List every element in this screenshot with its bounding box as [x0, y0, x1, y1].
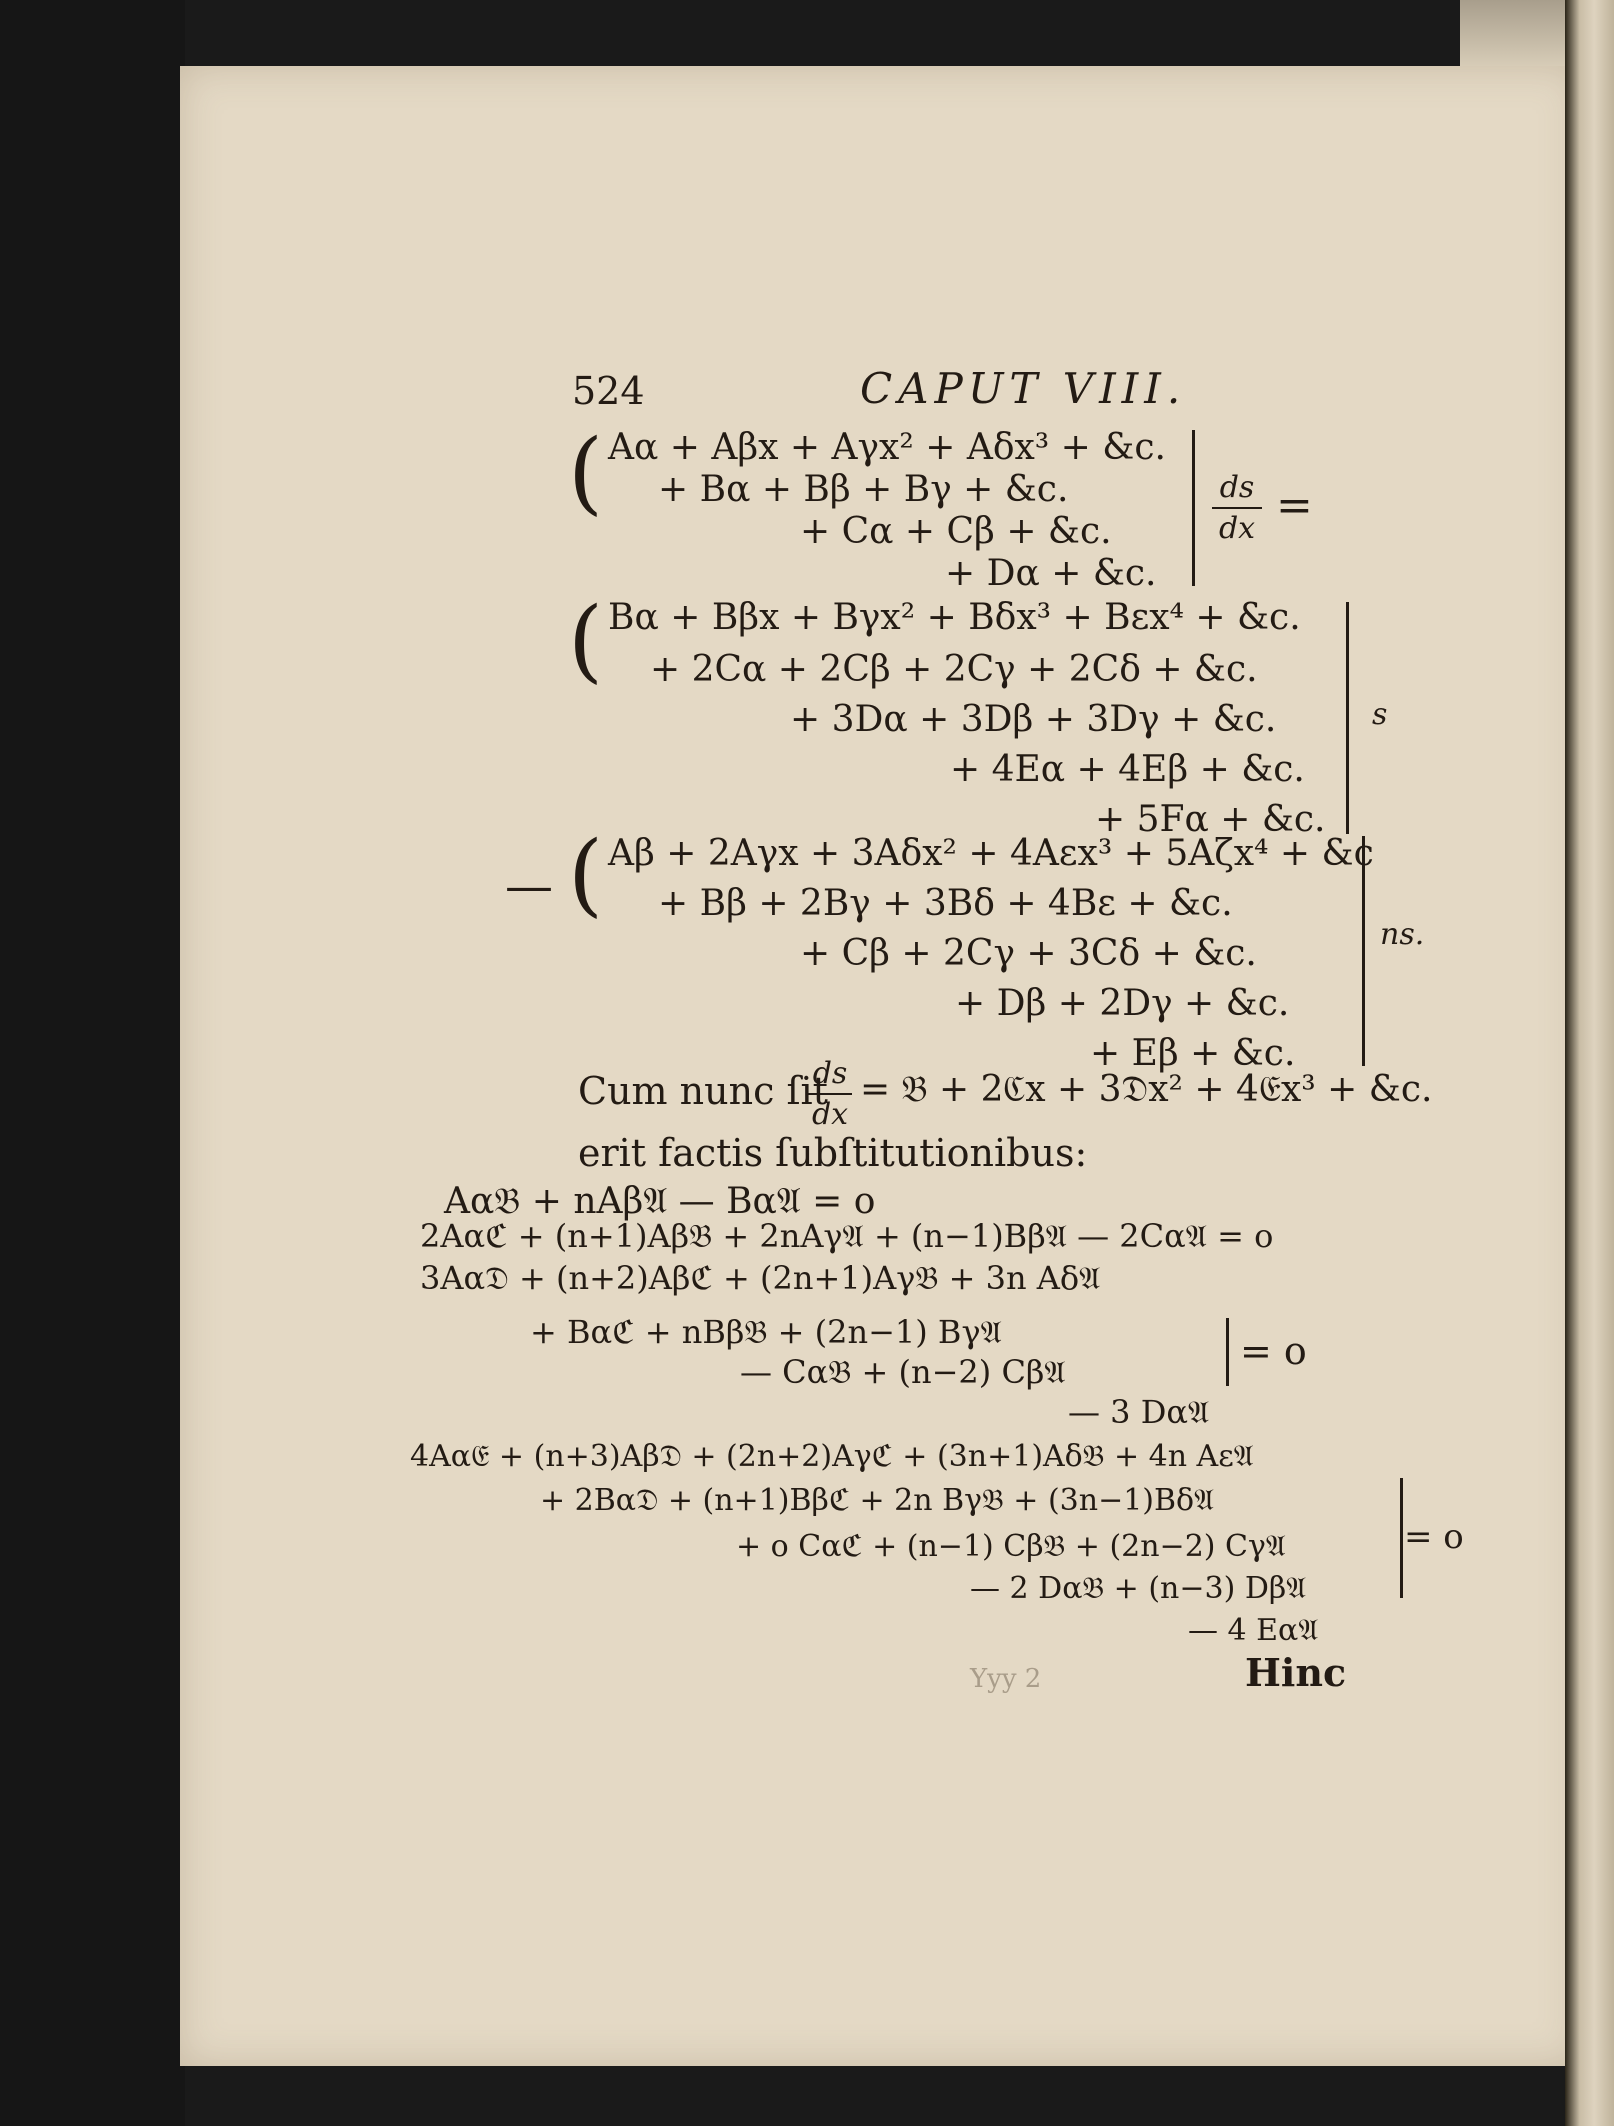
signature-mark: Yyy 2: [970, 1664, 1042, 1694]
right-brace: [1336, 602, 1349, 834]
right-brace: [1218, 1318, 1229, 1386]
block3-row4: + Dβ + 2Dγ + &c.: [955, 983, 1290, 1024]
block2-row4: + 4Eα + 4Eβ + &c.: [950, 749, 1305, 790]
block3-row2: + Bβ + 2Bγ + 3Bδ + 4Bε + &c.: [658, 883, 1233, 924]
cum-line-text: Cum nunc ſit: [578, 1069, 828, 1113]
block3-suffix: ns.: [1380, 917, 1425, 952]
block1-row4: + Dα + &c.: [945, 553, 1157, 594]
left-brace: (: [568, 822, 604, 927]
equation-2: 2Aαℭ + (n+1)Aβ𝔅 + 2nAγ𝔄 + (n−1)Bβ𝔄 — 2Cα𝔄 = o: [420, 1217, 1274, 1255]
fraction-denominator: dx: [1218, 511, 1256, 546]
equation-4-row5: — 4 Eα𝔄: [1188, 1613, 1319, 1648]
block2-row3: + 3Dα + 3Dβ + 3Dγ + &c.: [790, 699, 1277, 740]
erit-line: erit factis ſubſtitutionibus:: [578, 1131, 1088, 1175]
equation-4-row1: 4Aα𝔈 + (n+3)Aβ𝔇 + (2n+2)Aγℭ + (3n+1)Aδ𝔅 + 4n Aε𝔄: [410, 1439, 1254, 1474]
equation-3-rhs: = o: [1240, 1329, 1307, 1373]
block2-row2: + 2Cα + 2Cβ + 2Cγ + 2Cδ + &c.: [650, 649, 1258, 690]
block2-suffix: s: [1372, 697, 1388, 732]
page-fore-edge: [1565, 0, 1614, 2126]
left-brace: (: [568, 588, 604, 693]
right-brace: [1392, 1478, 1403, 1598]
equation-3-row3: — Cα𝔅 + (n−2) Cβ𝔄: [740, 1353, 1066, 1391]
block2-row5: + 5Fα + &c.: [1095, 799, 1326, 840]
block3-row5: + Eβ + &c.: [1090, 1033, 1296, 1074]
block1-row1: Aα + Aβx + Aγx² + Aδx³ + &c.: [608, 427, 1166, 468]
left-brace: (: [568, 420, 604, 525]
block2-row1: Bα + Bβx + Bγx² + Bδx³ + Bεx⁴ + &c.: [608, 597, 1301, 638]
ds-dx-fraction: [808, 1056, 852, 1132]
equation-3-row1: 3Aα𝔇 + (n+2)Aβℭ + (2n+1)Aγ𝔅 + 3n Aδ𝔄: [420, 1259, 1101, 1297]
equals-sign: =: [1276, 480, 1313, 531]
fraction-numerator: ds: [812, 1056, 848, 1091]
equation-3-row4: — 3 Dα𝔄: [1068, 1393, 1210, 1431]
minus-sign: —: [505, 858, 553, 914]
block1-row2: + Bα + Bβ + Bγ + &c.: [658, 469, 1069, 510]
equation-4-row3: + o Cαℭ + (n−1) Cβ𝔅 + (2n−2) Cγ𝔄: [736, 1529, 1286, 1564]
equation-4-rhs: = o: [1404, 1517, 1464, 1557]
right-brace: [1182, 430, 1195, 586]
dark-background: [0, 0, 185, 2126]
fraction-numerator: ds: [1219, 470, 1255, 505]
equation-1: Aα𝔅 + nAβ𝔄 — Bα𝔄 = o: [444, 1181, 876, 1222]
block3-row3: + Cβ + 2Cγ + 3Cδ + &c.: [800, 933, 1257, 974]
catchword: Hinc: [1245, 1650, 1347, 1695]
running-title: CAPUT VIII.: [860, 364, 1187, 413]
ds-dx-fraction: [1212, 470, 1262, 546]
equation-4-row4: — 2 Dα𝔅 + (n−3) Dβ𝔄: [970, 1571, 1307, 1606]
cum-line-series: = 𝔅 + 2ℭx + 3𝔇x² + 4𝔈x³ + &c.: [860, 1069, 1433, 1110]
block3-row1: Aβ + 2Aγx + 3Aδx² + 4Aεx³ + 5Aζx⁴ + &c: [608, 833, 1374, 874]
equation-3-row2: + Bαℭ + nBβ𝔅 + (2n−1) Bγ𝔄: [530, 1313, 1002, 1351]
right-brace: [1352, 836, 1365, 1066]
block1-row3: + Cα + Cβ + &c.: [800, 511, 1112, 552]
equation-4-row2: + 2Bα𝔇 + (n+1)Bβℭ + 2n Bγ𝔅 + (3n−1)Bδ𝔄: [540, 1483, 1215, 1518]
page-number: 524: [572, 369, 645, 413]
fraction-denominator: dx: [811, 1097, 849, 1132]
